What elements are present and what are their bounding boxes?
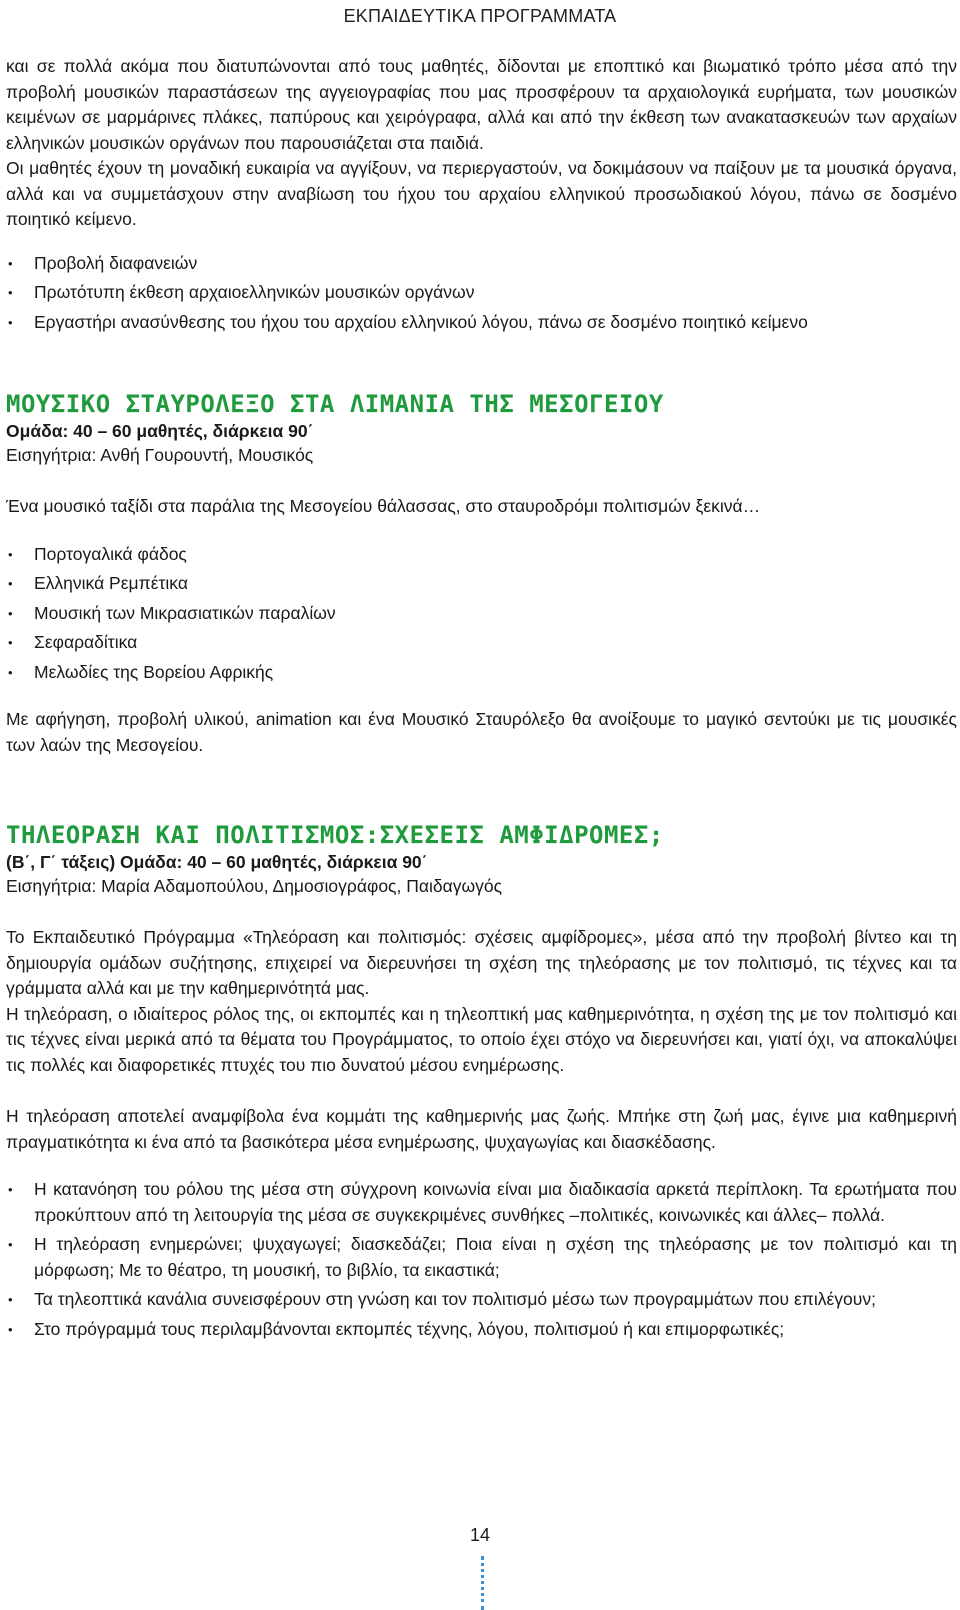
intro-paragraph-2: Οι μαθητές έχουν τη μοναδική ευκαιρία να αγγίξουν, να περιεργαστούν, να δοκιμάσουν να παίξουν με τα μουσικά όργανα, αλλά και να συμμετάσχουν στην αναβίωση του ήχου του αρχαίου ελληνικού προσωδιακού λόγου, πάνω σε δοσμένο ποιητικό κείμενο. [6, 158, 957, 229]
section-1-bullet-list [6, 540, 957, 688]
section-1-lead: Ένα μουσικό ταξίδι στα παράλια της Μεσογείου θάλασσας, στο σταυροδρόμι πολιτισμών ξεκινά… [6, 496, 761, 516]
page-header: ΕΚΠΑΙΔΕΥΤΙΚΑ ΠΡΟΓΡΑΜΜΑΤΑ [343, 6, 617, 26]
section-2-group: (Β΄, Γ΄ τάξεις) Ομάδα: 40 – 60 μαθητές, διάρκεια 90΄ [6, 852, 428, 872]
list-item: • Εργαστήρι ανασύνθεσης του ήχου του αρχαίου ελληνικού λόγου, πάνω σε δοσμένο ποιητικό κείμενο [6, 308, 957, 338]
list-item: • Μουσική των Μικρασιατικών παραλίων [6, 599, 957, 629]
intro-paragraph-1: και σε πολλά ακόμα που διατυπώνονται από τους μαθητές, δίδονται με εποπτικό και βιωματικό τρόπο μέσα από την προβολή μουσικών παραστάσεων της αγγειογραφίας που μας προσφέρουν τα αρχαιολογικά ευρήματα, των μουσικών κειμένων σε μαρμάρινες πλάκες, παπύρους και χειρόγραφα, αλλά και από την έκθεση των ανακατασκευών των αρχαίων ελληνικών μουσικών οργάνων που παρουσιάζεται στα παιδιά. [6, 56, 957, 153]
dotted-divider [481, 1556, 484, 1610]
section-1-group: Ομάδα: 40 – 60 μαθητές, διάρκεια 90΄ [6, 421, 314, 441]
section-1-closing: Με αφήγηση, προβολή υλικού, animation και ένα Μουσικό Σταυρόλεξο θα ανοίξουμε το μαγικό σεντούκι με τις μουσικές των λαών της Μεσογείου. [6, 709, 957, 755]
list-item: • Σεφαραδίτικα [6, 628, 957, 658]
section-1-speaker: Εισηγήτρια: Ανθή Γουρουντή, Μουσικός [6, 445, 314, 465]
page-number: 14 [469, 1525, 491, 1545]
section-2-paragraph-2: Η τηλεόραση, ο ιδιαίτερος ρόλος της, οι εκπομπές και η τηλεοπτική μας καθημερινότητα, η σχέση της με τον πολιτισμό και τις τέχνες είναι μερικά από τα θέματα του Προγράμματος, το οποίο έχει στόχο να διερευνήσει και, γιατί όχι, να αποκαλύψει τις πολλές και διαφορετικές πτυχές του πιο δυνατού μέσου ενημέρωσης. [6, 1003, 957, 1075]
section-2-paragraph-3: Η τηλεόραση αποτελεί αναμφίβολα ένα κομμάτι της καθημερινής μας ζωής. Μπήκε στη ζωή μας, έγινε μια καθημερινή πραγματικότητα κι ένα από τα βασικότερα μέσα ενημέρωσης, ψυχαγωγίας και διασκέδασης. [6, 1106, 957, 1152]
list-item: • Προβολή διαφανειών [6, 249, 957, 279]
list-item: • Μελωδίες της Βορείου Αφρικής [6, 658, 957, 688]
section-2-speaker: Εισηγήτρια: Μαρία Αδαμοπούλου, Δημοσιογράφος, Παιδαγωγός [6, 876, 503, 896]
page-content [6, 54, 957, 1346]
list-item: • Τα τηλεοπτικά κανάλια συνεισφέρουν στη γνώση και τον πολιτισμό μέσω των προγραμμάτων που επιλέγουν; [6, 1287, 957, 1313]
section-2-title: ΤΗΛΕΟΡΑΣΗ ΚΑΙ ΠΟΛΙΤΙΣΜΟΣ:ΣΧΕΣΕΙΣ ΑΜΦΙΔΡΟΜΕΣ; [6, 821, 664, 849]
section-2-paragraph-1: Το Εκπαιδευτικό Πρόγραμμα «Τηλεόραση και πολιτισμός: σχέσεις αμφίδρομες», μέσα από την προβολή βίντεο και τη δημιουργία ομάδων συζήτησης, επιχειρεί να διερευνήσει τη σχέση της τηλεόρασης με τον πολιτισμό, τις τέχνες και τα γράμματα αλλά και με την καθημερινότητά μας. [6, 927, 957, 998]
list-item: • Ελληνικά Ρεμπέτικα [6, 569, 957, 599]
list-item: • Στο πρόγραμμά τους περιλαμβάνονται εκπομπές τέχνης, λόγου, πολιτισμού ή και επιμορφωτικές; [6, 1317, 957, 1343]
intro-bullet-list [6, 249, 957, 338]
section-2-bullet-list [6, 1177, 957, 1342]
list-item: • Πρωτότυπη έκθεση αρχαιοελληνικών μουσικών οργάνων [6, 278, 957, 308]
list-item: • Η τηλεόραση ενημερώνει; ψυχαγωγεί; διασκεδάζει; Ποια είναι η σχέση της τηλεόρασης με τον πολιτισμό και τη μόρφωση; Με το θέατρο, τη μουσική, το βιβλίο, τα εικαστικά; [6, 1232, 957, 1283]
section-1-title: ΜΟΥΣΙΚΟ ΣΤΑΥΡΟΛΕΞΟ ΣΤΑ ΛΙΜΑΝΙΑ ΤΗΣ ΜΕΣΟΓΕΙΟΥ [6, 390, 664, 418]
list-item: • Πορτογαλικά φάδος [6, 540, 957, 570]
list-item: • Η κατανόηση του ρόλου της μέσα στη σύγχρονη κοινωνία είναι μια διαδικασία αρκετά περίπλοκη. Τα ερωτήματα που προκύπτουν από τη λειτουργία της μέσα σε συγκεκριμένες συνθήκες –πολιτικές, κοινωνικές και άλλες– πολλά. [6, 1177, 957, 1228]
